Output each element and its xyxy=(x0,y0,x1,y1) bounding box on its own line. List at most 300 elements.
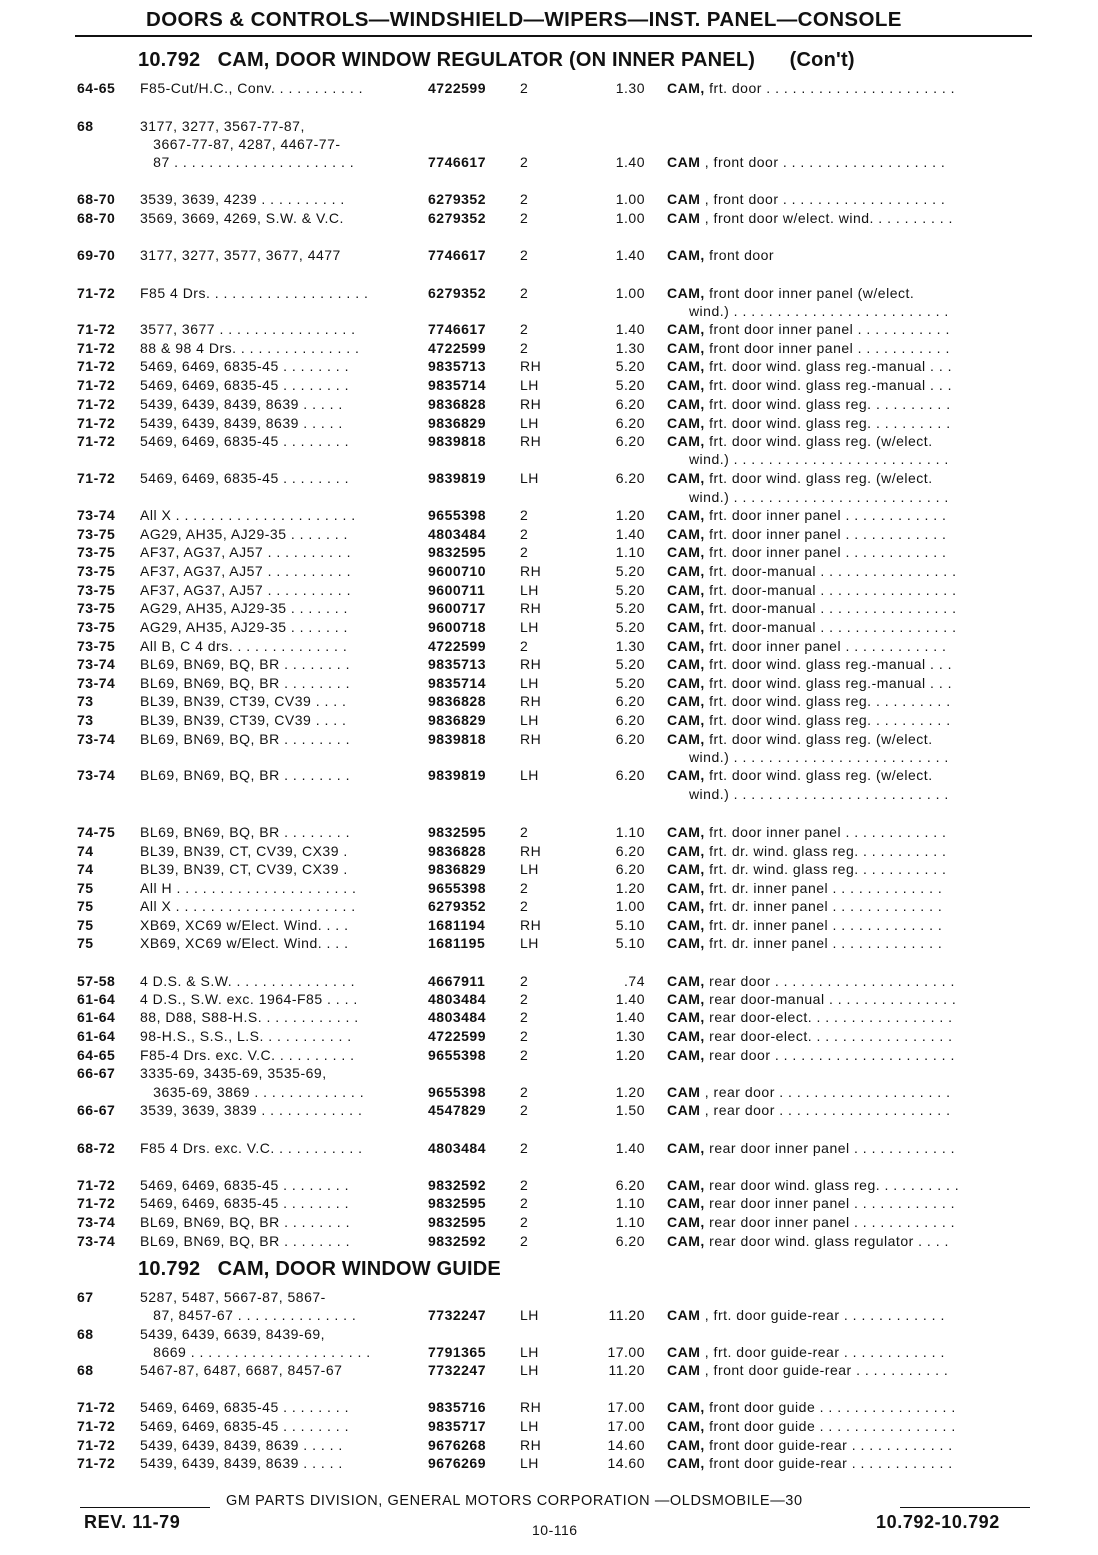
description-text: rear door-manual . . . . . . . . . . . . . . . xyxy=(704,991,957,1007)
year-cell: 71-72 xyxy=(77,433,116,449)
part-name-label: CAM xyxy=(667,1344,701,1360)
price-cell: 1.00 xyxy=(615,191,645,207)
description-text: rear door inner panel . . . . . . . . . . . . xyxy=(704,1140,955,1156)
quantity-cell: RH xyxy=(520,433,542,449)
description-text: , rear door . . . . . . . . . . . . . . . . . . . . xyxy=(700,1084,951,1100)
table-row xyxy=(0,209,1098,227)
description-text: frt. door wind. glass reg. (w/elect. xyxy=(704,433,933,449)
quantity-cell: 2 xyxy=(520,285,529,301)
price-cell: 1.10 xyxy=(615,1195,645,1211)
price-cell: 17.00 xyxy=(607,1418,645,1434)
year-cell: 61-64 xyxy=(77,1009,116,1025)
quantity-cell: 2 xyxy=(520,1177,529,1193)
quantity-cell: RH xyxy=(520,693,542,709)
models-cell: 87 . . . . . . . . . . . . . . . . . . . . . xyxy=(140,154,355,170)
quantity-cell: RH xyxy=(520,563,542,579)
description-cell xyxy=(667,376,1032,394)
part-number-cell: 9832592 xyxy=(428,1177,487,1193)
description-cell xyxy=(667,692,1032,710)
description-cell xyxy=(667,1176,1032,1194)
table-row xyxy=(0,823,1098,841)
year-cell: 73-75 xyxy=(77,544,116,560)
models-cell: BL69, BN69, BQ, BR . . . . . . . . xyxy=(140,767,350,783)
quantity-cell: LH xyxy=(520,861,539,877)
table-row xyxy=(0,1288,1098,1306)
part-name-label: CAM, xyxy=(667,1195,705,1211)
description-text: front door guide-rear . . . . . . . . . . . . xyxy=(704,1437,953,1453)
models-cell: AG29, AH35, AJ29-35 . . . . . . . xyxy=(140,526,348,542)
part-number-cell: 4722599 xyxy=(428,638,487,654)
models-cell: XB69, XC69 w/Elect. Wind. . . . xyxy=(140,935,349,951)
description-cell xyxy=(667,860,1032,878)
table-row xyxy=(0,1064,1098,1082)
models-cell: 5439, 6439, 8439, 8639 . . . . . xyxy=(140,1437,343,1453)
description-cell xyxy=(667,414,1032,432)
quantity-cell: 2 xyxy=(520,1028,529,1044)
part-number-cell: 6279352 xyxy=(428,191,487,207)
description-text: rear door-elect. . . . . . . . . . . . . . . . . xyxy=(704,1009,953,1025)
year-cell: 74 xyxy=(77,843,94,859)
section-number: 10.792 xyxy=(138,49,201,71)
part-number-cell: 9676269 xyxy=(428,1455,487,1471)
description-cell xyxy=(667,1343,1032,1361)
table-row xyxy=(0,1232,1098,1250)
table-row xyxy=(0,1139,1098,1157)
price-cell: 5.10 xyxy=(615,935,645,951)
description-text: front door guide-rear . . . . . . . . . . . . xyxy=(704,1455,953,1471)
part-number-cell: 9835716 xyxy=(428,1399,487,1415)
quantity-cell: LH xyxy=(520,415,539,431)
table-row xyxy=(0,766,1098,784)
description-cell xyxy=(667,395,1032,413)
year-cell: 75 xyxy=(77,935,94,951)
year-cell: 71-72 xyxy=(77,1399,116,1415)
description-cell xyxy=(667,730,1032,748)
price-cell: .74 xyxy=(624,973,645,989)
quantity-cell: RH xyxy=(520,358,542,374)
description-text: rear door . . . . . . . . . . . . . . . . . . . . . xyxy=(704,1047,955,1063)
year-cell: 64-65 xyxy=(77,1047,116,1063)
price-cell: 1.00 xyxy=(615,285,645,301)
price-cell: 5.20 xyxy=(615,600,645,616)
table-row xyxy=(0,1306,1098,1324)
part-number-cell: 9655398 xyxy=(428,1084,487,1100)
description-cell xyxy=(667,153,1032,171)
price-cell: 1.40 xyxy=(615,154,645,170)
part-number-cell: 7791365 xyxy=(428,1344,487,1360)
year-cell: 71-72 xyxy=(77,470,116,486)
quantity-cell: 2 xyxy=(520,824,529,840)
table-row xyxy=(0,1436,1098,1454)
part-name-label: CAM, xyxy=(667,824,705,840)
year-cell: 73-74 xyxy=(77,1233,116,1249)
price-cell: 5.10 xyxy=(615,917,645,933)
description-cell xyxy=(667,209,1032,227)
part-name-label: CAM, xyxy=(667,767,705,783)
quantity-cell: 2 xyxy=(520,340,529,356)
year-cell: 67 xyxy=(77,1289,94,1305)
description-text: frt. door-manual . . . . . . . . . . . . . . . . xyxy=(704,600,957,616)
quantity-cell: RH xyxy=(520,843,542,859)
description-text: frt. door wind. glass reg.-manual . . . xyxy=(704,675,952,691)
year-cell: 71-72 xyxy=(77,1437,116,1453)
description-cell xyxy=(667,972,1032,990)
part-number-cell: 9655398 xyxy=(428,507,487,523)
table-row xyxy=(0,284,1098,302)
table-row xyxy=(0,934,1098,952)
models-cell: 5439, 6439, 8439, 8639 . . . . . xyxy=(140,415,343,431)
models-cell: F85-4 Drs. exc. V.C. . . . . . . . . . xyxy=(140,1047,355,1063)
models-cell: All X . . . . . . . . . . . . . . . . . . . . . xyxy=(140,898,356,914)
price-cell: 1.40 xyxy=(615,991,645,1007)
part-name-label: CAM, xyxy=(667,526,705,542)
year-cell: 71-72 xyxy=(77,377,116,393)
table-row xyxy=(0,543,1098,561)
description-cell xyxy=(667,766,1032,784)
description-cell xyxy=(667,339,1032,357)
description-cell xyxy=(667,488,1032,506)
price-cell: 1.00 xyxy=(615,898,645,914)
models-cell: BL69, BN69, BQ, BR . . . . . . . . xyxy=(140,656,350,672)
models-cell: 5439, 6439, 8439, 8639 . . . . . xyxy=(140,396,343,412)
part-number-cell: 6279352 xyxy=(428,898,487,914)
table-row xyxy=(0,488,1098,506)
models-cell: 4 D.S., S.W. exc. 1964-F85 . . . . xyxy=(140,991,358,1007)
quantity-cell: 2 xyxy=(520,1047,529,1063)
quantity-cell: LH xyxy=(520,712,539,728)
year-cell: 71-72 xyxy=(77,415,116,431)
table-row xyxy=(0,153,1098,171)
part-number-cell: 9836828 xyxy=(428,396,487,412)
year-cell: 73-74 xyxy=(77,731,116,747)
part-number-cell: 9835713 xyxy=(428,358,487,374)
year-cell: 68-70 xyxy=(77,191,116,207)
description-cell xyxy=(667,1232,1032,1250)
models-cell: 4 D.S. & S.W. . . . . . . . . . . . . . . xyxy=(140,973,355,989)
table-row xyxy=(0,711,1098,729)
description-cell xyxy=(667,916,1032,934)
quantity-cell: 2 xyxy=(520,526,529,542)
description-cell xyxy=(667,190,1032,208)
description-cell xyxy=(667,934,1032,952)
quantity-cell: 2 xyxy=(520,1084,529,1100)
quantity-cell: 2 xyxy=(520,247,529,263)
models-cell: 5469, 6469, 6835-45 . . . . . . . . xyxy=(140,1177,349,1193)
models-cell: AG29, AH35, AJ29-35 . . . . . . . xyxy=(140,619,348,635)
part-name-label: CAM, xyxy=(667,247,705,263)
description-text: frt. door wind. glass reg. (w/elect. xyxy=(704,731,933,747)
part-name-label: CAM, xyxy=(667,917,705,933)
price-cell: 5.20 xyxy=(615,656,645,672)
part-name-label: CAM, xyxy=(667,415,705,431)
description-cell xyxy=(667,284,1032,302)
table-row xyxy=(0,1325,1098,1343)
price-cell: 1.10 xyxy=(615,824,645,840)
table-row xyxy=(0,599,1098,617)
table-row xyxy=(0,748,1098,766)
quantity-cell: LH xyxy=(520,1418,539,1434)
part-number-cell: 9835713 xyxy=(428,656,487,672)
description-text: frt. door wind. glass reg. . . . . . . . . . xyxy=(704,396,951,412)
part-number-cell: 9839818 xyxy=(428,433,487,449)
part-name-label: CAM, xyxy=(667,991,705,1007)
models-cell: 3177, 3277, 3567-77-87, xyxy=(140,118,305,134)
description-cell xyxy=(667,823,1032,841)
table-row xyxy=(0,860,1098,878)
description-cell xyxy=(667,581,1032,599)
part-name-label: CAM, xyxy=(667,470,705,486)
quantity-cell: 2 xyxy=(520,898,529,914)
part-name-label: CAM, xyxy=(667,1418,705,1434)
table-row xyxy=(0,916,1098,934)
part-number-cell: 1681194 xyxy=(428,917,486,933)
models-cell: 3569, 3669, 4269, S.W. & V.C. xyxy=(140,210,344,226)
part-number-cell: 7732247 xyxy=(428,1362,487,1378)
description-text: , front door guide-rear . . . . . . . . . . . xyxy=(700,1362,949,1378)
year-cell: 73-75 xyxy=(77,526,116,542)
price-cell: 5.20 xyxy=(615,358,645,374)
year-cell: 73-74 xyxy=(77,507,116,523)
year-cell: 73-74 xyxy=(77,767,116,783)
part-name-label: CAM, xyxy=(667,1437,705,1453)
description-cell xyxy=(667,1027,1032,1045)
footer-page-number: 10-116 xyxy=(532,1522,578,1538)
table-row xyxy=(0,190,1098,208)
table-row xyxy=(0,320,1098,338)
description-text: frt. dr. wind. glass reg. . . . . . . . . . . xyxy=(704,843,947,859)
quantity-cell: LH xyxy=(520,1362,539,1378)
table-row xyxy=(0,1083,1098,1101)
description-cell xyxy=(667,1454,1032,1472)
table-row xyxy=(0,246,1098,264)
table-row xyxy=(0,1361,1098,1379)
quantity-cell: 2 xyxy=(520,638,529,654)
models-cell: BL39, BN39, CT, CV39, CX39 . xyxy=(140,861,348,877)
price-cell: 5.20 xyxy=(615,582,645,598)
quantity-cell: 2 xyxy=(520,1233,529,1249)
part-number-cell: 9655398 xyxy=(428,1047,487,1063)
description-cell xyxy=(667,1194,1032,1212)
table-row xyxy=(0,357,1098,375)
footer-publisher: GM PARTS DIVISION, GENERAL MOTORS CORPORATION —OLDSMOBILE—30 xyxy=(226,1493,803,1509)
table-row xyxy=(0,655,1098,673)
description-text: frt. door inner panel . . . . . . . . . . . . xyxy=(704,526,947,542)
description-text: front door guide . . . . . . . . . . . . . . . . xyxy=(704,1399,956,1415)
models-cell: 3667-77-87, 4287, 4467-77- xyxy=(140,136,341,152)
models-cell: BL39, BN39, CT39, CV39 . . . . xyxy=(140,693,347,709)
part-number-cell: 9832595 xyxy=(428,824,487,840)
footer-rule-left xyxy=(80,1507,210,1508)
year-cell: 66-67 xyxy=(77,1102,116,1118)
price-cell: 14.60 xyxy=(607,1455,645,1471)
part-number-cell: 9836829 xyxy=(428,712,487,728)
year-cell: 64-65 xyxy=(77,80,116,96)
year-cell: 71-72 xyxy=(77,1195,116,1211)
part-number-cell: 6279352 xyxy=(428,210,487,226)
table-row xyxy=(0,1027,1098,1045)
quantity-cell: LH xyxy=(520,1344,539,1360)
table-row xyxy=(0,1008,1098,1026)
part-number-cell: 4722599 xyxy=(428,1028,487,1044)
table-row xyxy=(0,117,1098,135)
price-cell: 5.20 xyxy=(615,377,645,393)
description-cell xyxy=(667,1101,1032,1119)
part-name-label: CAM, xyxy=(667,600,705,616)
models-cell: AF37, AG37, AJ57 . . . . . . . . . . xyxy=(140,582,351,598)
table-row xyxy=(0,525,1098,543)
description-text: frt. door inner panel . . . . . . . . . . . . xyxy=(704,507,947,523)
description-text: frt. door-manual . . . . . . . . . . . . . . . . xyxy=(704,582,957,598)
description-cell xyxy=(667,897,1032,915)
quantity-cell: 2 xyxy=(520,1102,529,1118)
description-cell xyxy=(667,1046,1032,1064)
description-cell xyxy=(667,1417,1032,1435)
part-name-label: CAM, xyxy=(667,861,705,877)
models-cell: 5469, 6469, 6835-45 . . . . . . . . xyxy=(140,358,349,374)
description-text: wind.) . . . . . . . . . . . . . . . . . . . . . . . . . xyxy=(667,786,949,802)
part-name-label: CAM, xyxy=(667,693,705,709)
description-cell xyxy=(667,618,1032,636)
part-name-label: CAM, xyxy=(667,1009,705,1025)
description-text: , frt. door guide-rear . . . . . . . . . . . . xyxy=(700,1307,945,1323)
year-cell: 74-75 xyxy=(77,824,116,840)
year-cell: 73-75 xyxy=(77,582,116,598)
quantity-cell: 2 xyxy=(520,80,529,96)
part-number-cell: 9836828 xyxy=(428,843,487,859)
price-cell: 6.20 xyxy=(615,470,645,486)
description-text: front door inner panel . . . . . . . . . . . xyxy=(704,321,950,337)
year-cell: 61-64 xyxy=(77,1028,116,1044)
part-name-label: CAM, xyxy=(667,358,705,374)
part-name-label: CAM, xyxy=(667,321,705,337)
part-name-label: CAM xyxy=(667,1362,701,1378)
description-text: wind.) . . . . . . . . . . . . . . . . . . . . . . . . . xyxy=(667,303,949,319)
part-name-label: CAM, xyxy=(667,1140,705,1156)
section-name: CAM, DOOR WINDOW GUIDE xyxy=(217,1258,501,1280)
year-cell: 75 xyxy=(77,917,94,933)
part-name-label: CAM, xyxy=(667,377,705,393)
description-text: , front door . . . . . . . . . . . . . . . . . . . xyxy=(700,191,946,207)
part-number-cell: 4803484 xyxy=(428,1140,487,1156)
description-text: frt. door inner panel . . . . . . . . . . . . xyxy=(704,824,947,840)
table-row xyxy=(0,1417,1098,1435)
models-cell: F85-Cut/H.C., Conv. . . . . . . . . . . xyxy=(140,80,364,96)
part-number-cell: 9832595 xyxy=(428,1214,487,1230)
price-cell: 6.20 xyxy=(615,415,645,431)
table-row xyxy=(0,506,1098,524)
part-number-cell: 4547829 xyxy=(428,1102,487,1118)
footer-section-range: 10.792-10.792 xyxy=(876,1512,1000,1532)
description-text: front door inner panel . . . . . . . . . . . xyxy=(704,340,950,356)
part-number-cell: 9676268 xyxy=(428,1437,487,1453)
description-text: rear door-elect. . . . . . . . . . . . . . . . . xyxy=(704,1028,953,1044)
description-text: frt. door inner panel . . . . . . . . . . . . xyxy=(704,544,947,560)
part-name-label: CAM xyxy=(667,210,701,226)
description-text: frt. door wind. glass reg.-manual . . . xyxy=(704,656,952,672)
description-text: frt. dr. inner panel . . . . . . . . . . . . . xyxy=(704,880,943,896)
table-row xyxy=(0,618,1098,636)
description-cell xyxy=(667,748,1032,766)
models-cell: All X . . . . . . . . . . . . . . . . . . . . . xyxy=(140,507,356,523)
year-cell: 71-72 xyxy=(77,285,116,301)
price-cell: 1.40 xyxy=(615,321,645,337)
part-number-cell: 4722599 xyxy=(428,340,487,356)
description-cell xyxy=(667,562,1032,580)
year-cell: 68-70 xyxy=(77,210,116,226)
models-cell: 5287, 5487, 5667-87, 5867- xyxy=(140,1289,326,1305)
description-text: frt. door wind. glass reg. . . . . . . . . . xyxy=(704,693,951,709)
description-text: , front door . . . . . . . . . . . . . . . . . . . xyxy=(700,154,946,170)
models-cell: F85 4 Drs. . . . . . . . . . . . . . . . . . . xyxy=(140,285,369,301)
part-name-label: CAM xyxy=(667,154,701,170)
year-cell: 71-72 xyxy=(77,321,116,337)
part-number-cell: 9836829 xyxy=(428,861,487,877)
price-cell: 1.30 xyxy=(615,80,645,96)
quantity-cell: 2 xyxy=(520,1195,529,1211)
footer-rule-right xyxy=(900,1507,1030,1508)
price-cell: 5.20 xyxy=(615,675,645,691)
models-cell: BL39, BN39, CT, CV39, CX39 . xyxy=(140,843,348,859)
part-name-label: CAM, xyxy=(667,675,705,691)
year-cell: 68-72 xyxy=(77,1140,116,1156)
year-cell: 68 xyxy=(77,1326,94,1342)
part-number-cell: 9832592 xyxy=(428,1233,487,1249)
table-row xyxy=(0,785,1098,803)
part-name-label: CAM, xyxy=(667,712,705,728)
price-cell: 1.20 xyxy=(615,1084,645,1100)
table-row xyxy=(0,730,1098,748)
table-row xyxy=(0,581,1098,599)
year-cell: 69-70 xyxy=(77,247,116,263)
description-text: frt. door-manual . . . . . . . . . . . . . . . . xyxy=(704,619,957,635)
table-row xyxy=(0,637,1098,655)
description-text: front door inner panel (w/elect. xyxy=(704,285,915,301)
description-cell xyxy=(667,1213,1032,1231)
part-name-label: CAM xyxy=(667,191,701,207)
part-name-label: CAM, xyxy=(667,731,705,747)
table-row xyxy=(0,1343,1098,1361)
description-text: rear door . . . . . . . . . . . . . . . . . . . . . xyxy=(704,973,955,989)
part-number-cell: 7746617 xyxy=(428,247,487,263)
year-cell: 68 xyxy=(77,118,94,134)
description-cell xyxy=(667,1398,1032,1416)
part-name-label: CAM, xyxy=(667,1399,705,1415)
table-row xyxy=(0,1176,1098,1194)
part-number-cell: 9839819 xyxy=(428,470,487,486)
table-row xyxy=(0,842,1098,860)
description-cell xyxy=(667,637,1032,655)
models-cell: 8669 . . . . . . . . . . . . . . . . . . . . . xyxy=(140,1344,371,1360)
price-cell: 5.20 xyxy=(615,563,645,579)
table-row xyxy=(0,1194,1098,1212)
price-cell: 6.20 xyxy=(615,731,645,747)
description-text: rear door inner panel . . . . . . . . . . . . xyxy=(704,1214,955,1230)
models-cell: 3177, 3277, 3577, 3677, 4477 xyxy=(140,247,341,263)
part-name-label: CAM, xyxy=(667,563,705,579)
part-number-cell: 9832595 xyxy=(428,544,487,560)
models-cell: All B, C 4 drs. . . . . . . . . . . . . . xyxy=(140,638,348,654)
part-number-cell: 4667911 xyxy=(428,973,486,989)
quantity-cell: RH xyxy=(520,917,542,933)
quantity-cell: RH xyxy=(520,1399,542,1415)
year-cell: 71-72 xyxy=(77,1418,116,1434)
part-name-label: CAM, xyxy=(667,935,705,951)
models-cell: 5469, 6469, 6835-45 . . . . . . . . xyxy=(140,1399,349,1415)
table-row xyxy=(0,302,1098,320)
description-cell xyxy=(667,711,1032,729)
table-row xyxy=(0,692,1098,710)
models-cell: BL69, BN69, BQ, BR . . . . . . . . xyxy=(140,675,350,691)
